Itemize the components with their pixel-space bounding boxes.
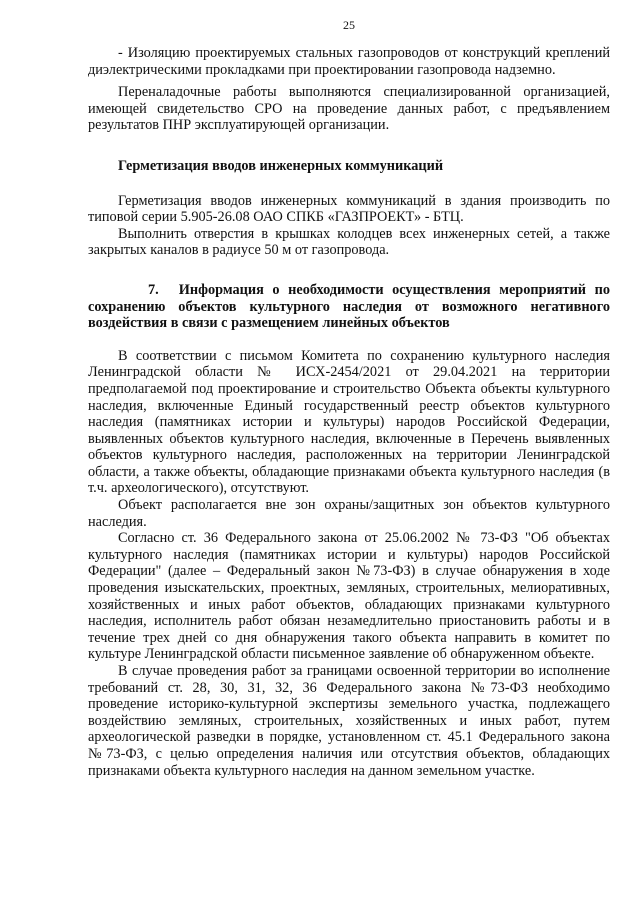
paragraph-commissioning: Переналадочные работы выполняются специализированной организацией, имеющей свидетельство СРО на проведение данных работ, с предъявлением результатов ПНР эксплуатирующей организации. [88,84,610,134]
page-number: 25 [343,18,355,32]
section-heading-7 [88,282,610,332]
section-title: Информация о необходимости осуществления мероприятий по сохранению объектов культурного наследия от возможного негативного воздействия в связи с размещением линейных объектов [88,281,610,332]
section-number: 7. [148,281,159,298]
paragraph-protection-zones: Объект располагается вне зон охраны/защитных зон объектов культурного наследия. [88,497,610,530]
heading-sealing: Герметизация вводов инженерных коммуникаций [118,157,444,174]
paragraph-insulation: - Изоляцию проектируемых стальных газопроводов от конструкций креплений диэлектрическими прокладками при проектировании газопровода надземно. [88,45,610,78]
paragraph-expertise: В случае проведения работ за границами освоенной территории во исполнение требований ст. 28, 30, 31, 32, 36 Федерального закона №73-ФЗ необходимо проведение историко-культурной экспертизы земельного участка, подлежащего воздействию земляных, строительных, хозяйственных и иных работ, путем археологической разведки в порядке, установленном ст. 45.1 Федерального закона №73-ФЗ, с целью определения наличия или отсутствия объектов, обладающих признаками объекта культурного наследия на данном земельном участке. [88,663,610,779]
paragraph-committee-letter: В соответствии с письмом Комитета по сохранению культурного наследия Ленинградской области № ИСХ-2454/2021 от 29.04.2021 на территории предполагаемой под проектирование и строительство Объекта объекты культурного наследия, включенные Единый государственный реестр объектов культурного наследия (памятниках истории и культуры) народов Российской Федерации, выявленных объектов культурного наследия, включенные в Перечень выявленных объектов культурного наследия, расположенных на территории Ленинградской области, а также объекты, обладающие признаками объекта культурного наследия (в т.ч. археологического), отсутствуют. [88,347,610,497]
paragraph-federal-law: Согласно ст. 36 Федерального закона от 25.06.2002 № 73-ФЗ "Об объектах культурного наследия (памятниках истории и культуры) народов Российской Федерации" (далее – Федеральный закон №73-ФЗ) в случае обнаружения в ходе проведения изыскательских, проектных, земляных, строительных, мелиоративных, хозяйственных и иных работ объектов, обладающих признаками культурного наследия, исполнитель работ обязан незамедлительно приостановить работы и в течение трех дней со дня обнаружения такого объекта направить в комитет по культуре Ленинградской области письменное заявление об обнаруженном объекте. [88,530,610,663]
paragraph-sealing: Герметизация вводов инженерных коммуникаций в здания производить по типовой серии 5.905-26.08 ОАО СПКБ «ГАЗПРОЕКТ» - БТЦ. [88,192,610,226]
paragraph-wells: Выполнить отверстия в крышках колодцев всех инженерных сетей, а также закрытых каналов в радиусе 50 м от газопровода. [88,225,610,259]
